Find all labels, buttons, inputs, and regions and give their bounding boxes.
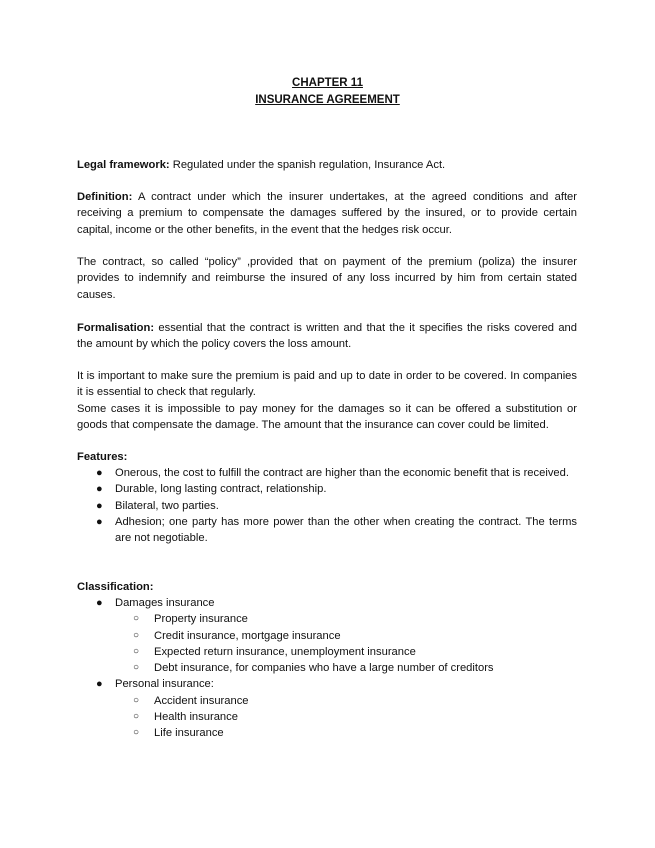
premium-paragraph (77, 368, 577, 433)
definition-text: A contract under which the insurer undertakes, at the agreed conditions and after receiving a premium to compensate the damages suffered by the insured, or to provide certain capital, income or the other benefits, in the event that the hedges risk occur. (77, 191, 577, 236)
circle-bullet-icon: ○ (133, 711, 140, 723)
features-heading: Features: (77, 451, 128, 463)
premium-paragraph-line2: Some cases it is impossible to pay money for the damages so it can be offered a substitution or goods that compensate the damage. The amount that the insurance can cover could be limited. (77, 402, 577, 431)
list-item: ● Onerous, the cost to fulfill the contract are higher than the economic benefit that is received. (0, 465, 577, 481)
classification-list (0, 595, 577, 742)
bullet-icon: ● (96, 467, 103, 479)
circle-bullet-icon: ○ (133, 645, 140, 657)
list-item: ○ Health insurance (0, 709, 577, 725)
chapter-number: CHAPTER 11 (292, 77, 363, 89)
bullet-icon: ● (96, 597, 103, 609)
bullet-icon: ● (96, 678, 103, 691)
chapter-title: INSURANCE AGREEMENT (255, 94, 400, 106)
definition-paragraph (77, 189, 577, 238)
bullet-icon: ● (96, 515, 103, 528)
list-item: ○ Expected return insurance, unemployment insurance (0, 644, 577, 660)
circle-bullet-icon: ○ (133, 613, 140, 625)
bullet-icon: ● (96, 499, 103, 512)
list-item: ● Durable, long lasting contract, relationship. (0, 481, 577, 497)
list-item (0, 595, 577, 611)
features-list (0, 465, 577, 546)
formalisation-text: essential that the contract is written and that the it specifies the risks covered and the amount by which the policy covers the loss amount. (77, 322, 577, 351)
bullet-icon: ● (96, 483, 103, 496)
damages-insurance-label: Damages insurance (115, 597, 215, 609)
list-item: ○ Credit insurance, mortgage insurance (0, 628, 577, 644)
list-item: ○ Accident insurance (0, 693, 577, 709)
legal-framework-text: Regulated under the spanish regulation, Insurance Act. (169, 159, 446, 171)
legal-framework-paragraph (77, 157, 577, 173)
formalisation-label: Formalisation: (77, 322, 155, 334)
circle-bullet-icon: ○ (133, 727, 140, 739)
circle-bullet-icon: ○ (133, 662, 140, 674)
formalisation-paragraph (77, 320, 577, 353)
personal-insurance-label: Personal insurance: (115, 678, 214, 691)
list-item (0, 676, 577, 692)
premium-paragraph-line1: It is important to make sure the premium is paid and up to date in order to be covered. In companies it is essential to check that regularly. (77, 370, 577, 399)
legal-framework-label: Legal framework: (77, 159, 170, 171)
policy-paragraph: The contract, so called “policy” ,provided that on payment of the premium (poliza) the insurer provides to indemnify and reimburse the insured of any loss incurred by him from certain stated causes. (77, 256, 577, 301)
list-item: ○ Life insurance (0, 725, 577, 741)
list-item: ● Adhesion; one party has more power than the other when creating the contract. The terms are not negotiable. (96, 515, 577, 545)
list-item: ○ Property insurance (0, 611, 577, 627)
list-item: ○ Debt insurance, for companies who have a large number of creditors (0, 660, 577, 676)
definition-label: Definition: (77, 191, 133, 203)
list-item: ● Bilateral, two parties. (0, 498, 577, 514)
classification-heading: Classification: (77, 581, 154, 593)
circle-bullet-icon: ○ (133, 629, 140, 641)
circle-bullet-icon: ○ (133, 694, 140, 706)
